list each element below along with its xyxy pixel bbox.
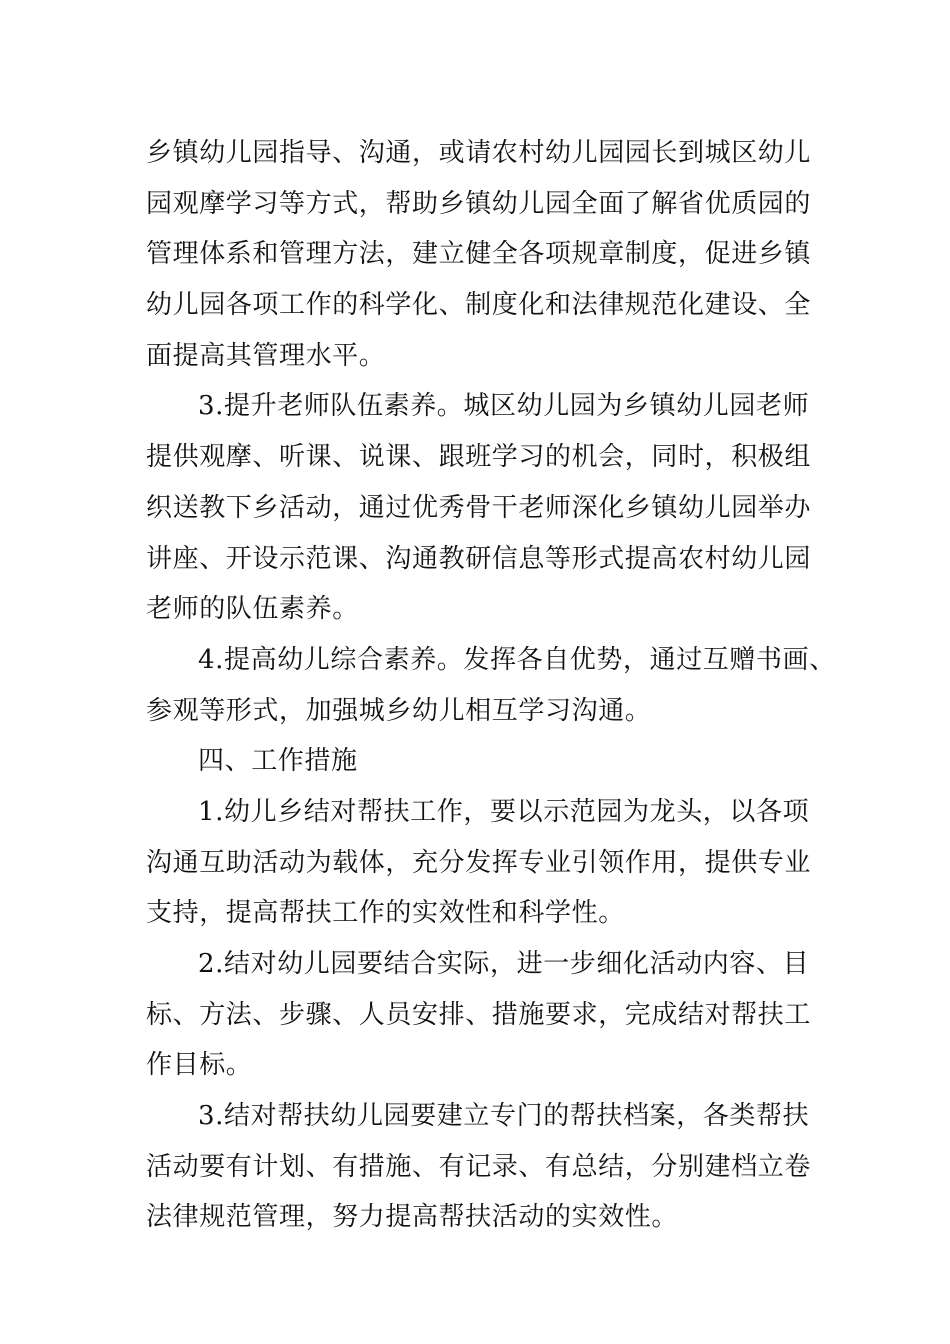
text-line: 提供观摩、听课、说课、跟班学习的机会，同时，积极组 xyxy=(146,442,812,473)
text-line: 乡镇幼儿园指导、沟通，或请农村幼儿园园长到城区幼儿 xyxy=(146,138,812,168)
text-line: 幼儿园各项工作的科学化、制度化和法律规范化建设、全 xyxy=(146,290,812,321)
text-line: 支持，提高帮扶工作的实效性和科学性。 xyxy=(146,898,625,929)
text-line: 参观等形式，加强城乡幼儿相互学习沟通。 xyxy=(146,695,652,726)
text-line: 面提高其管理水平。 xyxy=(146,340,386,371)
text-line: 3.结对帮扶幼儿园要建立专门的帮扶档案，各类帮扶 xyxy=(198,1101,810,1132)
text-line: 法律规范管理，努力提高帮扶活动的实效性。 xyxy=(146,1202,679,1233)
text-line: 沟通互助活动为载体，充分发挥专业引领作用，提供专业 xyxy=(146,847,812,878)
text-line: 四、工作措施 xyxy=(198,746,358,777)
text-line: 1.幼儿乡结对帮扶工作，要以示范园为龙头，以各项 xyxy=(198,796,810,827)
text-line: 讲座、开设示范课、沟通教研信息等形式提高农村幼儿园 xyxy=(146,543,812,574)
text-line: 织送教下乡活动，通过优秀骨干老师深化乡镇幼儿园举办 xyxy=(146,492,812,523)
text-line: 管理体系和管理方法，建立健全各项规章制度，促进乡镇 xyxy=(146,239,812,270)
text-line: 园观摩学习等方式，帮助乡镇幼儿园全面了解省优质园的 xyxy=(146,188,812,219)
text-line: 标、方法、步骤、人员安排、措施要求，完成结对帮扶工 xyxy=(146,999,812,1030)
text-line: 作目标。 xyxy=(146,1050,253,1081)
text-line: 2.结对幼儿园要结合实际，进一步细化活动内容、目 xyxy=(198,949,810,979)
text-line: 老师的队伍素养。 xyxy=(146,594,359,625)
text-line: 4.提高幼儿综合素养。发挥各自优势，通过互赠书画、 xyxy=(198,644,836,675)
document-body xyxy=(146,128,836,1243)
text-line: 活动要有计划、有措施、有记录、有总结，分别建档立卷 xyxy=(146,1151,812,1182)
text-line: 3.提升老师队伍素养。城区幼儿园为乡镇幼儿园老师 xyxy=(198,391,810,422)
